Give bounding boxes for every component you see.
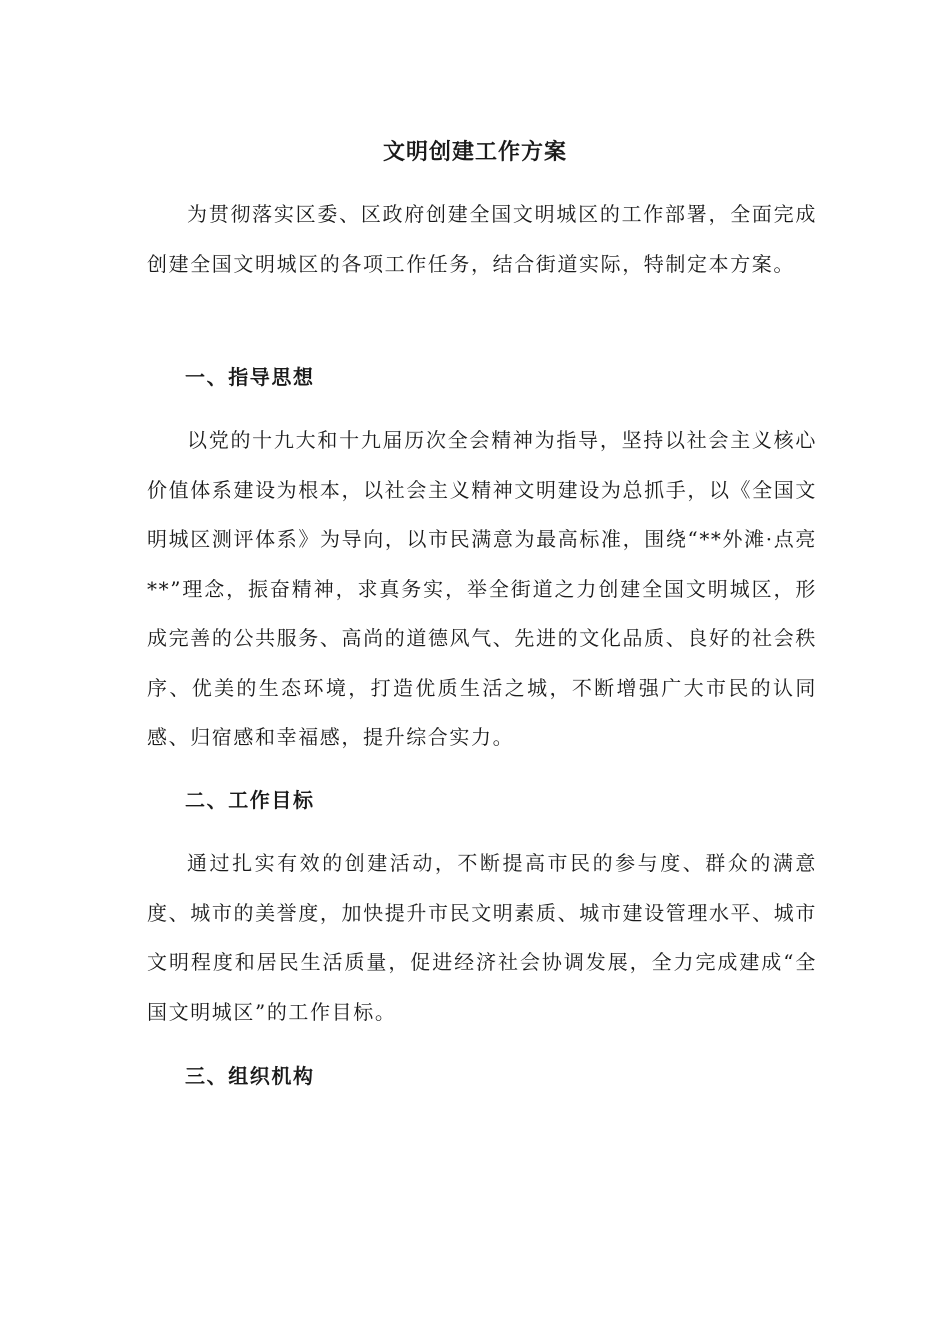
section-heading-guiding-ideology: 一、指导思想 — [185, 365, 315, 389]
section-heading-organization: 三、组织机构 — [185, 1064, 315, 1088]
section-heading-work-goals: 二、工作目标 — [185, 788, 315, 812]
intro-paragraph: 为贯彻落实区委、区政府创建全国文明城区的工作部署，全面完成创建全国文明城区的各项工作任务，结合街道实际，特制定本方案。 — [147, 202, 817, 276]
section-paragraph-work-goals: 通过扎实有效的创建活动，不断提高市民的参与度、群众的满意度、城市的美誉度，加快提升市民文明素质、城市建设管理水平、城市文明程度和居民生活质量，促进经济社会协调发展，全力完成建成“全国文明城区”的工作目标。 — [147, 851, 817, 1024]
document-title: 文明创建工作方案 — [382, 139, 567, 165]
section-paragraph-guiding-ideology: 以党的十九大和十九届历次全会精神为指导，坚持以社会主义核心价值体系建设为根本，以社会主义精神文明建设为总抓手，以《全国文明城区测评体系》为导向，以市民满意为最高标准，围绕“**外滩·点亮**”理念，振奋精神，求真务实，举全街道之力创建全国文明城区，形成完善的公共服务、高尚的道德风气、先进的文化品质、良好的社会秩序、优美的生态环境，打造优质生活之城，不断增强广大市民的认同感、归宿感和幸福感，提升综合实力。 — [147, 428, 817, 749]
